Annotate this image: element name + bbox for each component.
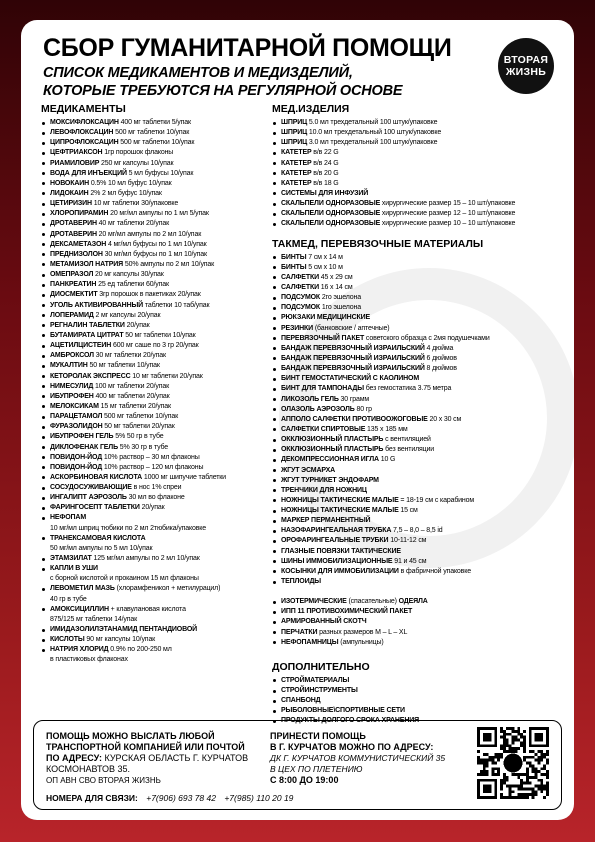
- list-item: МОКСИФЛОКСАЦИН 400 мг таблетки 5/упак: [41, 118, 273, 128]
- med-devices-heading: МЕД.ИЗДЕЛИЯ: [272, 103, 350, 115]
- additional-list: [272, 676, 572, 727]
- list-item: АМБРОКСОЛ 30 мг таблетки 20/упак: [41, 351, 273, 361]
- list-item: КАТЕТЕР в/в 20 G: [272, 169, 572, 179]
- list-item: САЛФЕТКИ 45 х 29 см: [272, 273, 572, 283]
- list-item: СКАЛЬПЕЛИ ОДНОРАЗОВЫЕ хирургические размер 10 – 10 шт/упаковке: [272, 219, 572, 229]
- list-item: ПЕРЧАТКИ разных размеров M – L – XL: [272, 628, 572, 638]
- tactical-list: [272, 253, 572, 588]
- list-item: ПОДСУМОК 2го эшелона: [272, 293, 572, 303]
- list-item: АСКОРБИНОВАЯ КИСЛОТА 1000 мг шипучие таблетки: [41, 473, 273, 483]
- list-item: СОСУДОСУЖИВАЮЩИЕ в нос 1% спреи: [41, 483, 273, 493]
- list-item: БУТАМИРАТА ЦИТРАТ 50 мг таблетки 10/упак: [41, 331, 273, 341]
- list-item: МАРКЕР ПЕРМАНЕНТНЫЙ: [272, 516, 572, 526]
- dropoff-info: ПРИНЕСТИ ПОМОЩЬ В Г. КУРЧАТОВ МОЖНО ПО АДРЕСУ: ДК Г. КУРЧАТОВ КОММУНИСТИЧЕСКИЙ 35 В ЦЕХ ПО ПЛЕТЕНИЮ С 8:00 ДО 19:00: [270, 731, 446, 785]
- additional-heading: ДОПОЛНИТЕЛЬНО: [272, 660, 370, 673]
- list-item: АРМИРОВАННЫЙ СКОТЧ: [272, 617, 572, 627]
- list-item: НЕФОПАМ: [41, 513, 273, 523]
- list-item: СИСТЕМЫ ДЛЯ ИНФУЗИЙ: [272, 189, 572, 199]
- list-item: КЕТОРОЛАК ЭКСПРЕСС 10 мг таблетки 20/упак: [41, 372, 273, 382]
- list-item: НАТРИЯ ХЛОРИД 0.9% по 200-250 мл: [41, 645, 273, 655]
- list-item: КАТЕТЕР в/в 24 G: [272, 159, 572, 169]
- list-item: ОРОФАРИНГЕАЛЬНЫЕ ТРУБКИ 10-11-12 см: [272, 536, 572, 546]
- list-item: ГЛАЗНЫЕ ПОВЯЗКИ ТАКТИЧЕСКИЕ: [272, 547, 572, 557]
- list-item: 40 гр в тубе: [50, 595, 87, 603]
- list-item: УГОЛЬ АКТИВИРОВАННЫЙ таблетки 10 таб/упак: [41, 301, 273, 311]
- list-item: ШПРИЦ 10.0 мл трехдетальный 100 штук/упаковке: [272, 128, 572, 138]
- list-item: БИНТ ДЛЯ ТАМПОНАДЫ без гемостатика 3.75 метра: [272, 384, 572, 394]
- list-item: ДИКЛОФЕНАК ГЕЛЬ 5% 30 гр в тубе: [41, 443, 273, 453]
- list-item: САЛФЕТКИ 16 х 14 см: [272, 283, 572, 293]
- list-item: СТРОЙМАТЕРИАЛЫ: [272, 676, 572, 686]
- list-item: НОВОКАИН 0.5% 10 мл буфус 10/упак: [41, 179, 273, 189]
- shipping-info: ПОМОЩЬ МОЖНО ВЫСЛАТЬ ЛЮБОЙ ТРАНСПОРТНОЙ КОМПАНИЕЙ ИЛИ ПОЧТОЙ ПО АДРЕСУ: КУРСКАЯ ОБЛАСТЬ Г. КУРЧАТОВ КОСМОНАВТОВ 35. ОП АВН СВО ВТОРАЯ ЖИЗНЬ: [46, 731, 249, 785]
- misc-list: [272, 597, 572, 648]
- list-item: СКАЛЬПЕЛИ ОДНОРАЗОВЫЕ хирургические размер 15 – 10 шт/упаковке: [272, 199, 572, 209]
- list-item: ОККЛЮЗИОННЫЙ ПЛАСТЫРЬ с вентиляцией: [272, 435, 572, 445]
- left-column: [41, 102, 273, 666]
- list-item: ФАРИНГОСЕПТ ТАБЛЕТКИ 20/упак: [41, 503, 273, 513]
- list-item: ПОДСУМОК 1го эшелона: [272, 303, 572, 313]
- page-title: СБОР ГУМАНИТАРНОЙ ПОМОЩИ: [43, 34, 452, 62]
- list-item: ДЕКОМПРЕССИОННАЯ ИГЛА 10 G: [272, 455, 572, 465]
- list-item: БАНДАЖ ПЕРЕВЯЗОЧНЫЙ ИЗРАИЛЬСКИЙ 4 дюйма: [272, 344, 572, 354]
- list-item: ЦЕФТРИАКСОН 1гр порошок флаконы: [41, 148, 273, 158]
- list-item: ПАРАЦЕТАМОЛ 500 мг таблетки 10/упак: [41, 412, 273, 422]
- list-item: НАЗОФАРИНГЕАЛЬНАЯ ТРУБКА 7,5 – 8,0 – 8,5 id: [272, 526, 572, 536]
- list-item: ПЕРЕВЯЗОЧНЫЙ ПАКЕТ советского образца с 2мя подушечками: [272, 334, 572, 344]
- medicines-heading: МЕДИКАМЕНТЫ: [41, 103, 126, 115]
- list-item: БАНДАЖ ПЕРЕВЯЗОЧНЫЙ ИЗРАИЛЬСКИЙ 8 дюймов: [272, 364, 572, 374]
- tactical-heading: ТАКМЕД, ПЕРЕВЯЗОЧНЫЕ МАТЕРИАЛЫ: [272, 237, 484, 250]
- list-item: САЛФЕТКИ СПИРТОВЫЕ 135 х 185 мм: [272, 425, 572, 435]
- list-item: РЫБОЛОВНЫЕ\СПОРТИВНЫЕ СЕТИ: [272, 706, 572, 716]
- list-item: МЕЛОКСИКАМ 15 мг таблетки 20/упак: [41, 402, 273, 412]
- vtoraya-zhizn-logo: ВТОРАЯ ЖИЗНЬ: [498, 38, 554, 94]
- list-item: АППОЛО САЛФЕТКИ ПРОТИВООЖОГОВЫЕ 20 х 30 см: [272, 415, 572, 425]
- qr-code-icon[interactable]: [477, 727, 549, 799]
- list-item: ИЗОТЕРМИЧЕСКИЕ (спасательные) ОДЕЯЛА: [272, 597, 572, 607]
- list-item: ТЕПЛОИДЫ: [272, 577, 572, 587]
- list-item: БИНТЫ 5 см х 10 м: [272, 263, 572, 273]
- list-item: НИМЕСУЛИД 100 мг таблетки 20/упак: [41, 382, 273, 392]
- list-item: ОЛАЗОЛЬ АЭРОЗОЛЬ 80 гр: [272, 405, 572, 415]
- list-item: МЕТАМИЗОЛ НАТРИЯ 50% ампулы по 2 мл 10/упак: [41, 260, 273, 270]
- list-item: ДРОТАВЕРИН 20 мг/мл ампулы по 2 мл 10/упак: [41, 230, 273, 240]
- list-item: НЕФОПАМНИЦЫ (ампульницы): [272, 638, 572, 648]
- list-item: НОЖНИЦЫ ТАКТИЧЕСКИЕ МАЛЫЕ = 18-19 см с карабином: [272, 496, 572, 506]
- list-item: АЦЕТИЛЦИСТЕИН 600 мг саше по 3 гр 20/упак: [41, 341, 273, 351]
- flyer-card: [21, 20, 574, 820]
- med-devices-list: [272, 118, 572, 230]
- list-item: СПАНБОНД: [272, 696, 572, 706]
- list-item: ПРЕДНИЗОЛОН 30 мг/мл буфусы по 1 мл 10/упак: [41, 250, 273, 260]
- list-item: ТРАНЕКСАМОВАЯ КИСЛОТА: [41, 534, 273, 544]
- list-item: ЦИПРОФЛОКСАЦИН 500 мг таблетки 10/упак: [41, 138, 273, 148]
- list-item: МУКАЛТИН 50 мг таблетки 10/упак: [41, 361, 273, 371]
- list-item: ИБУПРОФЕН ГЕЛЬ 5% 50 гр в тубе: [41, 432, 273, 442]
- list-item: ИНГАЛИПТ АЭРОЗОЛЬ 30 мл во флаконе: [41, 493, 273, 503]
- list-item: 10 мг/мл шприц тюбики по 2 мл 2тюбика/упаковке: [50, 524, 207, 532]
- list-item: ДИОСМЕКТИТ 3гр порошок в пакетиках 20/упак: [41, 290, 273, 300]
- list-item: ШПРИЦ 5.0 мл трехдетальный 100 штук/упаковке: [272, 118, 572, 128]
- list-item: КОСЫНКИ ДЛЯ ИММОБИЛИЗАЦИИ в фабричной упаковке: [272, 567, 572, 577]
- list-item: БИНТЫ 7 см х 14 м: [272, 253, 572, 263]
- list-item: ШПРИЦ 3.0 мл трехдетальный 100 штук/упаковке: [272, 138, 572, 148]
- list-item: ДЕКСАМЕТАЗОН 4 мг/мл буфусы по 1 мл 10/упак: [41, 240, 273, 250]
- list-item: в пластиковых флаконах: [50, 656, 128, 664]
- list-item: ЛИКОЗОЛЬ ГЕЛЬ 30 грамм: [272, 395, 572, 405]
- list-item: КАТЕТЕР в/в 22 G: [272, 148, 572, 158]
- list-item: БИНТ ГЕМОСТАТИЧЕСКИЙ С КАОЛИНОМ: [272, 374, 572, 384]
- phone-2[interactable]: +7(985) 110 20 19: [224, 793, 294, 803]
- list-item: НОЖНИЦЫ ТАКТИЧЕСКИЕ МАЛЫЕ 15 см: [272, 506, 572, 516]
- list-item: ПРОДУКТЫ ДОЛГОГО СРОКА ХРАНЕНИЯ: [272, 716, 572, 726]
- list-item: ПОВИДОН-ЙОД 10% раствор – 120 мл флаконы: [41, 463, 273, 473]
- list-item: КАПЛИ В УШИ: [41, 564, 273, 574]
- list-item: АМОКСИЦИЛЛИН + клавулановая кислота: [41, 605, 273, 615]
- list-item: РЕГНАЛИН ТАБЛЕТКИ 20/упак: [41, 321, 273, 331]
- list-item: 875/125 мг таблетки 14/упак: [50, 615, 138, 623]
- list-item: ХЛОРОПИРАМИН 20 мг/мл ампулы по 1 мл 5/упак: [41, 209, 273, 219]
- list-item: ЦЕТИРИЗИН 10 мг таблетки 30/упаковке: [41, 199, 273, 209]
- list-item: с борной кислотой и прокаином 15 мл флаконы: [50, 575, 199, 583]
- list-item: ШИНЫ ИММОБИЛИЗАЦИОННЫЕ 91 и 45 см: [272, 557, 572, 567]
- list-item: ИПП 11 ПРОТИВОХИМИЧЕСКИЙ ПАКЕТ: [272, 607, 572, 617]
- list-item: РЮКЗАКИ МЕДИЦИНСКИЕ: [272, 313, 572, 323]
- list-item: ЛЕВОМЕТИЛ МАЗЬ (хлорамфеникол + метилурацил): [41, 584, 273, 594]
- medicines-list: [41, 118, 273, 666]
- list-item: ЛИДОКАИН 2% 2 мл буфус 10/упак: [41, 189, 273, 199]
- list-item: ИБУПРОФЕН 400 мг таблетки 20/упак: [41, 392, 273, 402]
- list-item: ФУРАЗОЛИДОН 50 мг таблетки 20/упак: [41, 422, 273, 432]
- list-item: ПАНКРЕАТИН 25 ед таблетки 60/упак: [41, 280, 273, 290]
- list-item: РЕЗИНКИ (банковские / аптечные): [272, 324, 572, 334]
- list-item: ПОВИДОН-ЙОД 10% раствор – 30 мл флаконы: [41, 453, 273, 463]
- list-item: ОККЛЮЗИОННЫЙ ПЛАСТЫРЬ без вентиляции: [272, 445, 572, 455]
- list-item: КАТЕТЕР в/в 18 G: [272, 179, 572, 189]
- right-column: [272, 102, 572, 727]
- list-item: ОМЕПРАЗОЛ 20 мг капсулы 30/упак: [41, 270, 273, 280]
- list-item: ИМИДАЗОЛИЛЭТАНАМИД ПЕНТАНДИОВОЙ: [41, 625, 273, 635]
- list-item: БАНДАЖ ПЕРЕВЯЗОЧНЫЙ ИЗРАИЛЬСКИЙ 6 дюймов: [272, 354, 572, 364]
- page-subtitle: СПИСОК МЕДИКАМЕНТОВ И МЕДИЗДЕЛИЙ, КОТОРЫЕ ТРЕБУЮТСЯ НА РЕГУЛЯРНОЙ ОСНОВЕ: [43, 65, 403, 99]
- list-item: КИСЛОТЫ 90 мг капсулы 10/упак: [41, 635, 273, 645]
- phone-1[interactable]: +7(906) 693 78 42: [146, 793, 216, 803]
- list-item: РИАМИЛОВИР 250 мг капсулы 10/упак: [41, 159, 273, 169]
- list-item: СТРОЙИНСТРУМЕНТЫ: [272, 686, 572, 696]
- list-item: ТРЕНЧИКИ ДЛЯ НОЖНИЦ: [272, 486, 572, 496]
- list-item: ЛЕВОФЛОКСАЦИН 500 мг таблетки 10/упак: [41, 128, 273, 138]
- list-item: ВОДА ДЛЯ ИНЪЕКЦИЙ 5 мл буфусы 10/упак: [41, 169, 273, 179]
- list-item: ЭТАМЗИЛАТ 125 мг/мл ампулы по 2 мл 10/упак: [41, 554, 273, 564]
- list-item: ДРОТАВЕРИН 40 мг таблетки 20/упак: [41, 219, 273, 229]
- list-item: СКАЛЬПЕЛИ ОДНОРАЗОВЫЕ хирургические размер 12 – 10 шт/упаковке: [272, 209, 572, 219]
- list-item: 50 мг/мл ампулы по 5 мл 10/упак: [50, 544, 153, 552]
- list-item: ЛОПЕРАМИД 2 мг капсулы 20/упак: [41, 311, 273, 321]
- list-item: ЖГУТ ЭСМАРХА: [272, 466, 572, 476]
- list-item: ЖГУТ ТУРНИКЕТ ЭНДОФАРМ: [272, 476, 572, 486]
- contact-phones: НОМЕРА ДЛЯ СВЯЗИ: +7(906) 693 78 42 +7(985) 110 20 19: [46, 793, 294, 803]
